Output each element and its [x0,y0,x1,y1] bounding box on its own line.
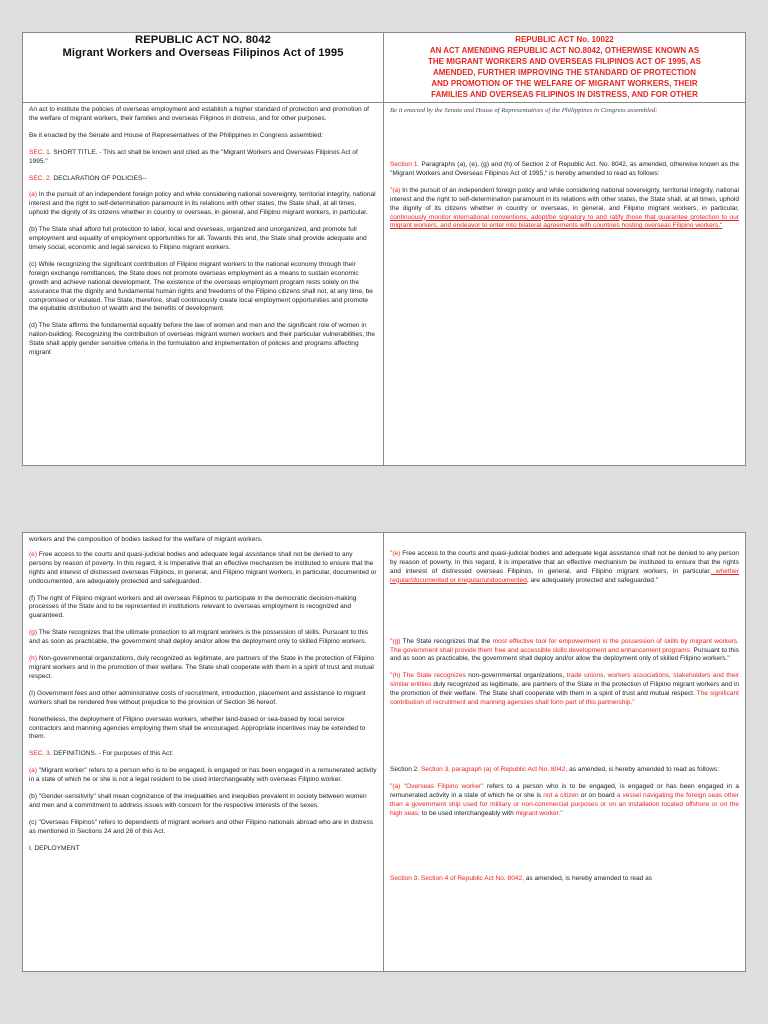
policy-a-paragraph [29,191,377,218]
policy-i-paragraph: (I) Government fees and other administrative costs of recruitment, introduction, placement and assistance to migrant workers shall be rendered free without prejudice to the provision of Section 36 hereof. [29,689,366,706]
policy-f-paragraph: (f) The right of Filipino migrant workers and all overseas Filipinos to participate in the democratic decision-making processes of the State and to be represented in institutions relevant to overseas employment is recognized and guaranteed. [29,594,357,620]
ra8042-header [23,33,384,103]
amendment-insertion: a vessel navigating the foreign seas other than a government ship used for military or non-commercial purposes or on an installation located offshore or on the high seas; [390,791,739,817]
section-text: Paragraphs (a), (e), (g) and (h) of Section 2 of Republic Act. No. 8042, as amended, otherwise known as the "Migrant Workers and Overseas Filipinos Act of 1995," is hereby amended to read as follows: [390,161,739,177]
paragraph-label: (a) [29,191,38,199]
policy-c-paragraph: (c) While recognizing the significant contribution of Filipino migrant workers to the national economy through their foreign exchange remittances, the State does not promote overseas employment as a means to sustain economic growth and achieve national development. The existence of the overseas employment program rests solely on the assurance that the dignity and fundamental human rights and freedoms of the Filipino citizens shall not, at any time, be compromised or violated. The State, therefore, shall continuously create local employment opportunities and promote the equitable distribution of wealth and the benefits of development. [29,260,373,313]
ra10022-header [384,33,745,103]
ra10022-heading-line: THE MIGRANT WORKERS AND OVERSEAS FILIPINOS ACT OF 1995, AS [428,57,701,66]
paragraph-label: (g) [29,629,38,637]
deployment-heading: I. DEPLOYMENT [29,844,80,852]
ra8042-column [23,533,384,971]
paragraph-text: The State recognizes that the [400,637,491,645]
amendment-insertion: Section 3, paragraph (a) of Republic Act No. 8042, [419,765,568,773]
amended-policy-e [390,550,739,586]
paragraph-text: , are adequately protected and safeguarded." [526,576,659,584]
page-2-body-row [23,533,745,971]
paragraph-text: duly recognized as legitimate, are partners of the State in the protection of Filipino migrant workers and in the promotion of their welfare. The State shall cooperate with them in a spirit of trust and mutual respect. [390,681,739,698]
policy-b-paragraph: (b) The State shall afford full protection to labor, local and overseas, organized and unorganized, and promote full employment and equality of employment opportunities for all. Towards this end, the State shall provide adequate and timely social, economic and legal services to Filipino migrant workers. [29,226,367,251]
continuation-text: workers and the composition of bodies tasked for the welfare of migrant workers. [29,536,263,543]
ra10022-heading-line: AN ACT AMENDING REPUBLIC ACT NO.8042, OTHERWISE KNOWN AS [429,46,700,55]
section-text: as amended, is hereby amended to read as [523,874,653,882]
paragraph-text: non-governmental organizations, [465,672,565,680]
paragraph-label: (a) [29,767,38,775]
ra8042-column [23,103,384,465]
amendment-insertion: migrant worker." [513,809,563,817]
policy-g-paragraph [29,629,377,647]
policy-d-paragraph: (d) The State affirms the fundamental equality before the law of women and men and the significant role of women in nation-building. Recognizing the contribution of overseas migrant women workers and their particular vulnerabilities, the State shall apply gender sensitive criteria in the formulation and implementation of policies and programs affecting migrant [29,322,376,357]
section-label: SEC. 1. [29,148,52,156]
document-page-1 [22,32,746,466]
paragraph-text: to be used interchangeably with [419,809,514,817]
section-1-paragraph [29,149,377,167]
paragraph-text: Non-governmental organizations, duly recognized as legitimate, are partners of the State in the protection of Filipino migrant workers and in the promotion of their welfare. The State shall cooperate with them in a spirit of trust and mutual respect. [29,655,375,680]
amendment-section-2 [390,766,739,775]
paragraph-label: "(a) [390,186,401,194]
amendment-insertion: The significant contribution of recruitment and manning agencies shall form part of this partnership." [390,690,739,707]
amended-policy-h [390,672,739,708]
paragraph-text: In the pursuit of an independent foreign policy and while considering national sovereignty, territorial integrity, national interest and the right to self-determination paramount in its relations with other states, the State shall, at all times, uphold the dignity of its citizens whether in country or overseas, in general, and Filipino migrant workers, in particular. [29,191,376,217]
paragraph-text: Pursuant to this and as soon as practicable, the government shall deploy and/or allow the deployment only of skilled Filipino workers." [390,646,739,663]
ra8042-title: REPUBLIC ACT NO. 8042 [135,34,271,46]
amendment-insertion: trade unions, workers associations, stakeholders and their similar entities [390,672,739,689]
page-1-header-row [23,33,745,103]
amendment-section-1 [390,161,739,179]
paragraph-label: "(e) [390,550,401,557]
policy-h-paragraph [29,655,377,682]
paragraph-text: The State recognizes that the ultimate protection to all migrant workers is the possession of skills. Pursuant to this and as soon as practicable, the government shall deploy and/or allow the deployment only to skilled Filipino workers. [29,629,369,646]
paragraph-label: "(g) [390,637,401,645]
amended-policy-a [390,187,739,232]
enacting-clause: Be it enacted by the Senate and House of Representatives of the Philippines in Congress assembled: [390,107,658,114]
document-page-2 [22,532,746,972]
section-2-heading [29,175,377,184]
paragraph-text: refers to a person who is to be engaged, is engaged or has been engaged in a remunerated activity in a state of which he or she is [390,782,739,799]
paragraph-text: or on board [578,791,615,799]
amendment-insertion: "(h) The State recognizes [390,672,466,680]
section-text: as amended, is hereby amended to read as follows: [567,765,720,773]
amendment-insertion: "Overseas Filipino worker" [400,782,484,790]
section-3-heading [29,750,377,759]
ra10022-column [384,533,745,971]
amendment-insertion: continuously monitor international conventions, adopt/be signatory to and ratify those that guarantee protection to our migrant workers, and endeavor to enter into bilateral agreements with countries hosting overseas Filipino workers." [390,213,739,230]
amendment-insertion: not a citizen [541,791,579,799]
amended-definition-a [390,783,739,819]
paragraph-label: (e) [29,550,38,558]
ra10022-heading-line: FAMILIES AND OVERSEAS FILIPINOS IN DISTRESS, AND FOR OTHER [431,90,698,99]
definition-c-paragraph: (c) "Overseas Filipinos" refers to dependents of migrant workers and other Filipino nationals abroad who are in distress as mentioned in Sections 24 and 26 of this Act. [29,818,374,835]
paragraph-text: "Migrant worker" refers to a person who is to be engaged, is engaged or has been engaged in a remunerated activity in a state of which he or she is not a legal resident to be used interchangeably with overseas Filipino worker. [29,767,377,784]
section-text: SHORT TITLE. - This act shall be known and cited as the "Migrant Workers and Overseas Filipinos Act of 1995." [29,148,358,165]
amendment-section-3 [390,875,739,884]
ra8042-subtitle: Migrant Workers and Overseas Filipinos Act of 1995 [62,47,344,59]
paragraph-text: Free access to the courts and quasi-judicial bodies and adequate legal assistance shall not be denied to any persons by reason of poverty. In this regard, it is imperative that an effective mechanism be instituted to ensure that the rights and interest of distressed overseas Filipinos, in general, and Filipino migrant workers, in particular, documented or undocumented, are adequately protected and safeguarded. [29,550,377,585]
definition-a-paragraph [29,767,377,785]
enacting-clause: Be it enacted by the Senate and House of Representatives of the Philippines in Congress assembled: [29,131,324,139]
nonetheless-paragraph: Nonetheless, the deployment of Filipino overseas workers, whether land-based or sea-based by local service contractors and manning agencies employing them shall be encouraged. Appropriate incentives may be extended to them. [29,715,366,741]
amendment-insertion: Section 3. Section 4 of Republic Act No. 8042, [390,874,524,882]
intro-paragraph: An act to institute the policies of overseas employment and establish a higher standard of protection and promotion of the welfare of migrant workers, their families and overseas Filipinos in distress, and for other purposes. [29,106,369,122]
section-label: Section 2. [390,765,420,773]
ra10022-heading-line: AMENDED, FURTHER IMPROVING THE STANDARD OF PROTECTION [433,68,696,77]
page-1-body-row [23,103,745,465]
section-text: DEFINITIONS. - For purposes of this Act: [51,750,174,758]
ra10022-column [384,103,745,465]
paragraph-label: "(a) [390,782,401,790]
amendment-insertion: whether regular/documented or irregular/undocumented [390,567,739,584]
paragraph-text: Free access to the courts and quasi-judicial bodies and adequate legal assistance shall not be denied to any person by reason of poverty. In this regard, it is imperative that an effective mechanism be instituted to ensure that the rights and interest of distressed overseas Filipinos, in general, and Filipino migrant workers, in particular, [390,550,739,575]
amended-policy-g [390,638,739,665]
definition-b-paragraph: (b) "Gender-sensitivity" shall mean cognizance of the inequalities and inequities prevalent in society between women and men and a commitment to address issues with concern for the respective interests of the sexes. [29,793,367,809]
ra10022-title: REPUBLIC ACT No. 10022 [515,35,614,44]
section-text: DECLARATION OF POLICIES-- [51,174,147,182]
section-label: Section 1. [390,161,420,168]
amendment-insertion: most effective tool for empowerment is the possession of skills by migrant workers. The government shall provide them free and accessible skills development and enhancement programs. [390,637,739,654]
policy-e-paragraph [29,551,377,587]
paragraph-label: (h) [29,655,38,663]
ra10022-heading-line: AND PROMOTION OF THE WELFARE OF MIGRANT WORKERS, THEIR [431,79,698,88]
paragraph-text: In the pursuit of an independent foreign policy and while considering national sovereignty, territorial integrity, national interest and the right to self-determination paramount in its relations with other states, the State shall, at all times, uphold the dignity of its citizens whether in country or overseas, in general, and Filipino migrant workers, in particular, [390,186,739,212]
section-label: SEC. 3. [29,750,52,758]
section-label: SEC. 2. [29,174,52,182]
